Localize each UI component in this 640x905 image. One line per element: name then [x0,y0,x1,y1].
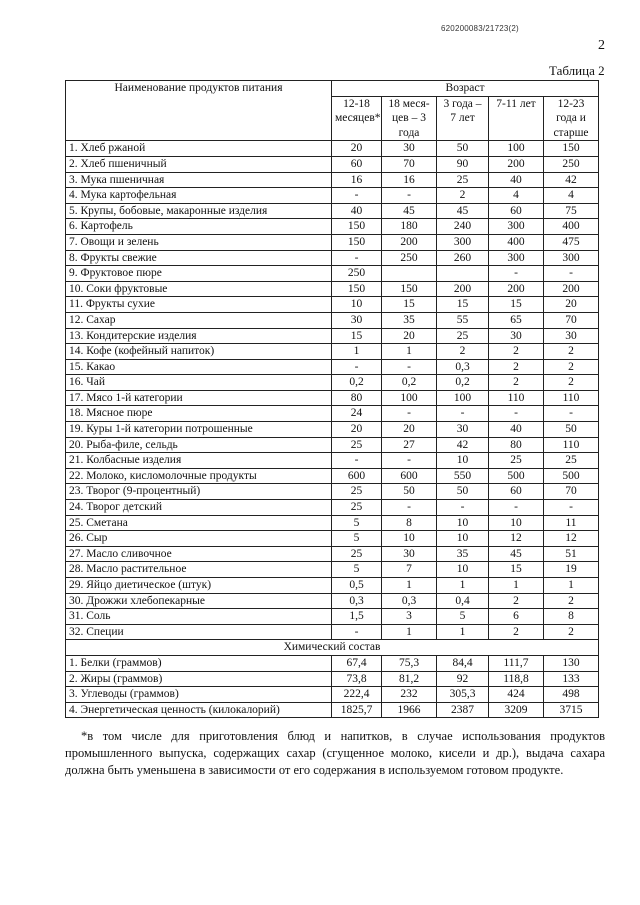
value-cell: 40 [489,172,544,188]
value-cell: 25 [332,546,382,562]
document-id: 620200083/21723(2) [441,24,519,33]
table-row [66,546,599,562]
product-name-cell: 12. Сахар [66,312,332,328]
value-cell: 24 [332,406,382,422]
value-cell: 150 [332,234,382,250]
value-cell: - [382,406,437,422]
value-cell: 40 [489,422,544,438]
table-row [66,593,599,609]
value-cell: 550 [437,468,489,484]
product-name-cell: 1. Хлеб ржаной [66,141,332,157]
value-cell: 3 [382,609,437,625]
value-cell: 3209 [489,702,544,718]
value-cell: 1 [332,344,382,360]
value-cell: 4 [544,188,599,204]
value-cell: 65 [489,312,544,328]
value-cell: 15 [437,297,489,313]
value-cell: - [382,453,437,469]
value-cell: 130 [544,655,599,671]
value-cell: 500 [544,468,599,484]
table-row [66,562,599,578]
value-cell: 10 [332,297,382,313]
value-cell: 20 [332,422,382,438]
product-name-cell: 28. Масло растительное [66,562,332,578]
value-cell: 20 [332,141,382,157]
value-cell: 30 [437,422,489,438]
value-cell: 2 [544,593,599,609]
value-cell: 50 [382,484,437,500]
value-cell: 240 [437,219,489,235]
value-cell: 5 [332,562,382,578]
value-cell: - [437,406,489,422]
product-name-cell: 7. Овощи и зелень [66,234,332,250]
table-row [66,390,599,406]
products-body [66,141,599,640]
table-row [66,156,599,172]
value-cell: 1 [544,578,599,594]
value-cell: 20 [382,328,437,344]
value-cell: 80 [489,437,544,453]
table-row [66,312,599,328]
value-cell: - [382,500,437,516]
value-cell: 475 [544,234,599,250]
value-cell: 110 [544,437,599,453]
value-cell: 300 [437,234,489,250]
chemical-composition-body [66,640,599,718]
value-cell: 50 [437,141,489,157]
table-row [66,266,599,282]
table-row [66,578,599,594]
value-cell: 100 [382,390,437,406]
value-cell: 2 [489,624,544,640]
value-cell: - [544,266,599,282]
value-cell: 150 [332,219,382,235]
value-cell: - [382,188,437,204]
value-cell: 133 [544,671,599,687]
value-cell: 150 [544,141,599,157]
value-cell: 180 [382,219,437,235]
value-cell: 8 [544,609,599,625]
value-cell: 600 [382,468,437,484]
value-cell: 10 [437,453,489,469]
value-cell: 200 [544,281,599,297]
product-name-cell: 32. Специи [66,624,332,640]
value-cell: - [332,250,382,266]
value-cell: 2387 [437,702,489,718]
value-cell: 0,2 [332,375,382,391]
value-cell: 110 [544,390,599,406]
value-cell: 2 [544,624,599,640]
table-row [66,188,599,204]
table-row [66,671,599,687]
value-cell: 15 [489,562,544,578]
value-cell: 1 [437,578,489,594]
value-cell: 500 [489,468,544,484]
table-row [66,297,599,313]
value-cell: 4 [489,188,544,204]
product-name-cell: 24. Творог детский [66,500,332,516]
product-name-cell: 26. Сыр [66,531,332,547]
product-name-cell: 23. Творог (9-процентный) [66,484,332,500]
table-row [66,531,599,547]
product-column-header: Наименование продуктов питания [66,81,332,141]
value-cell [437,266,489,282]
product-name-cell: 20. Рыба-филе, сельдь [66,437,332,453]
table-row [66,219,599,235]
value-cell: 600 [332,468,382,484]
value-cell: 7 [382,562,437,578]
product-name-cell: 4. Мука картофельная [66,188,332,204]
value-cell: 25 [489,453,544,469]
value-cell: 111,7 [489,655,544,671]
value-cell: 2 [437,188,489,204]
value-cell: 3715 [544,702,599,718]
product-name-cell: 2. Жиры (граммов) [66,671,332,687]
value-cell: 25 [332,500,382,516]
value-cell: 27 [382,437,437,453]
value-cell: 1 [382,624,437,640]
table-row [66,234,599,250]
value-cell: 30 [489,328,544,344]
value-cell: 75,3 [382,655,437,671]
product-name-cell: 21. Колбасные изделия [66,453,332,469]
value-cell: - [489,406,544,422]
table-row [66,624,599,640]
value-cell: 250 [544,156,599,172]
product-name-cell: 1. Белки (граммов) [66,655,332,671]
value-cell: 5 [332,531,382,547]
value-cell: 5 [332,515,382,531]
product-name-cell: 27. Масло сливочное [66,546,332,562]
value-cell: 45 [382,203,437,219]
value-cell: 35 [437,546,489,562]
value-cell: 55 [437,312,489,328]
value-cell: 20 [382,422,437,438]
value-cell: - [332,453,382,469]
value-cell: 232 [382,687,437,703]
product-name-cell: 29. Яйцо диетическое (штук) [66,578,332,594]
header-row-1 [66,81,599,97]
value-cell: 90 [437,156,489,172]
table-row [66,655,599,671]
product-name-cell: 18. Мясное пюре [66,406,332,422]
value-cell: 118,8 [489,671,544,687]
product-name-cell: 17. Мясо 1-й категории [66,390,332,406]
value-cell: 2 [489,359,544,375]
value-cell: 11 [544,515,599,531]
value-cell: 84,4 [437,655,489,671]
table-row [66,500,599,516]
value-cell: 2 [437,344,489,360]
value-cell: 1 [382,344,437,360]
food-norms-table [65,80,599,718]
value-cell: 42 [437,437,489,453]
table-row [66,281,599,297]
value-cell: 1966 [382,702,437,718]
table-label: Таблица 2 [549,63,605,78]
age-header-3-7-years: 3 года – 7 лет [437,96,489,141]
value-cell: - [544,406,599,422]
value-cell: 75 [544,203,599,219]
product-name-cell: 11. Фрукты сухие [66,297,332,313]
value-cell: 200 [489,156,544,172]
table-row [66,328,599,344]
value-cell: 30 [332,312,382,328]
value-cell: 2 [489,375,544,391]
value-cell: 30 [382,141,437,157]
value-cell: 10 [437,562,489,578]
value-cell: 10 [489,515,544,531]
value-cell: 25 [437,172,489,188]
value-cell: 2 [544,359,599,375]
age-header-12-18-months: 12-18 месяцев* [332,96,382,141]
value-cell: 2 [489,344,544,360]
value-cell: 300 [489,219,544,235]
product-name-cell: 9. Фруктовое пюре [66,266,332,282]
value-cell: 30 [544,328,599,344]
value-cell: - [332,624,382,640]
value-cell: 70 [382,156,437,172]
product-name-cell: 2. Хлеб пшеничный [66,156,332,172]
table-row [66,468,599,484]
table-row [66,203,599,219]
product-name-cell: 22. Молоко, кисломолочные продукты [66,468,332,484]
footnote: *в том числе для приготовления блюд и напитков, в случае использования продуктов промышленного выпуска, содержащих сахар (сгущенное молоко, кисели и др.), выдача сахара должна быть уменьшена в зависимости от его содержания в используемом готовом продукте. [65,729,605,777]
value-cell: - [489,500,544,516]
value-cell: 0,4 [437,593,489,609]
value-cell: 16 [382,172,437,188]
value-cell: 25 [332,484,382,500]
value-cell: 0,2 [382,375,437,391]
value-cell: 25 [544,453,599,469]
value-cell: 400 [544,219,599,235]
table-row [66,609,599,625]
value-cell: 100 [489,141,544,157]
value-cell: 30 [382,546,437,562]
value-cell: 1825,7 [332,702,382,718]
value-cell: - [489,266,544,282]
value-cell: 1,5 [332,609,382,625]
table-row [66,141,599,157]
value-cell: 1 [382,578,437,594]
product-name-cell: 5. Крупы, бобовые, макаронные изделия [66,203,332,219]
table-row [66,687,599,703]
value-cell: 15 [332,328,382,344]
value-cell: 80 [332,390,382,406]
age-group-header: Возраст [332,81,599,97]
product-name-cell: 25. Сметана [66,515,332,531]
value-cell: 25 [332,437,382,453]
value-cell: - [332,359,382,375]
value-cell: 498 [544,687,599,703]
value-cell: - [437,500,489,516]
value-cell: 19 [544,562,599,578]
value-cell: 12 [489,531,544,547]
value-cell: - [544,500,599,516]
product-name-cell: 14. Кофе (кофейный напиток) [66,344,332,360]
value-cell: 222,4 [332,687,382,703]
value-cell: 12 [544,531,599,547]
value-cell: 110 [489,390,544,406]
value-cell: 2 [544,344,599,360]
value-cell: 60 [489,203,544,219]
value-cell: 150 [382,281,437,297]
product-name-cell: 13. Кондитерские изделия [66,328,332,344]
value-cell: 0,3 [382,593,437,609]
table-row [66,406,599,422]
value-cell: 260 [437,250,489,266]
value-cell: 200 [437,281,489,297]
value-cell: 0,3 [437,359,489,375]
table-row [66,344,599,360]
value-cell: 10 [437,531,489,547]
product-name-cell: 4. Энергетическая ценность (килокалорий) [66,702,332,718]
product-name-cell: 30. Дрожжи хлебопекарные [66,593,332,609]
value-cell: 400 [489,234,544,250]
product-name-cell: 31. Соль [66,609,332,625]
value-cell: 15 [489,297,544,313]
value-cell: 2 [544,375,599,391]
value-cell: 42 [544,172,599,188]
value-cell: 15 [382,297,437,313]
value-cell: 50 [544,422,599,438]
product-name-cell: 3. Мука пшеничная [66,172,332,188]
value-cell: 60 [489,484,544,500]
value-cell: 81,2 [382,671,437,687]
value-cell: 0,5 [332,578,382,594]
section-row [66,640,599,656]
value-cell: 45 [437,203,489,219]
product-name-cell: 16. Чай [66,375,332,391]
value-cell: 6 [489,609,544,625]
value-cell: 8 [382,515,437,531]
product-name-cell: 6. Картофель [66,219,332,235]
value-cell: 10 [382,531,437,547]
age-header-12-23-years: 12-23 года и старше [544,96,599,141]
table-row [66,453,599,469]
value-cell: 70 [544,484,599,500]
value-cell: 100 [437,390,489,406]
table-row [66,437,599,453]
value-cell: 1 [489,578,544,594]
age-header-18-months-3-years: 18 меся-цев – 3 года [382,96,437,141]
table-row [66,422,599,438]
value-cell: 424 [489,687,544,703]
age-header-7-11-years: 7-11 лет [489,96,544,141]
value-cell: 305,3 [437,687,489,703]
value-cell: 2 [489,593,544,609]
table-row [66,172,599,188]
product-name-cell: 19. Куры 1-й категории потрошенные [66,422,332,438]
value-cell: 40 [332,203,382,219]
value-cell: 300 [489,250,544,266]
value-cell: 200 [489,281,544,297]
value-cell: 50 [437,484,489,500]
value-cell: 45 [489,546,544,562]
value-cell: 16 [332,172,382,188]
table-row [66,515,599,531]
table-row [66,484,599,500]
table-row [66,359,599,375]
table-row [66,375,599,391]
value-cell: 5 [437,609,489,625]
value-cell: 300 [544,250,599,266]
value-cell: 35 [382,312,437,328]
product-name-cell: 8. Фрукты свежие [66,250,332,266]
value-cell: 0,3 [332,593,382,609]
value-cell: 25 [437,328,489,344]
value-cell: 51 [544,546,599,562]
product-name-cell: 10. Соки фруктовые [66,281,332,297]
value-cell: 200 [382,234,437,250]
table-row [66,702,599,718]
value-cell: - [332,188,382,204]
value-cell: 60 [332,156,382,172]
value-cell: 1 [437,624,489,640]
value-cell: 20 [544,297,599,313]
value-cell: 10 [437,515,489,531]
page-number: 2 [598,38,605,53]
value-cell: 73,8 [332,671,382,687]
value-cell: 150 [332,281,382,297]
value-cell: 0,2 [437,375,489,391]
table-row [66,250,599,266]
value-cell: 70 [544,312,599,328]
product-name-cell: 15. Какао [66,359,332,375]
value-cell: - [382,359,437,375]
value-cell: 67,4 [332,655,382,671]
value-cell: 92 [437,671,489,687]
value-cell: 250 [382,250,437,266]
value-cell: 250 [332,266,382,282]
product-name-cell: 3. Углеводы (граммов) [66,687,332,703]
chemical-section-title: Химический состав [66,640,599,656]
value-cell [382,266,437,282]
